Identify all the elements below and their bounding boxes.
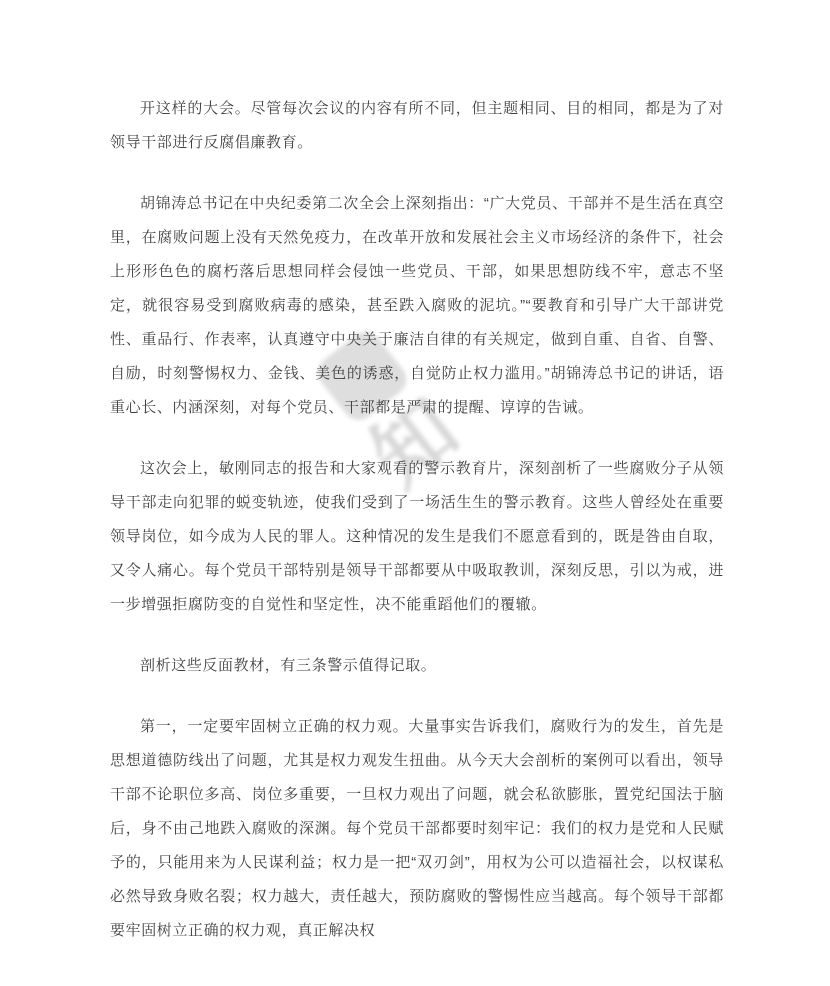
document-content bbox=[110, 92, 724, 975]
paragraph: 第一，一定要牢固树立正确的权力观。大量事实告诉我们，腐败行为的发生，首先是思想道德防线出了问题，尤其是权力观发生扭曲。从今天大会剖析的案例可以看出，领导干部不论职位多高、岗位多重要，一旦权力观出了问题，就会私欲膨胀，置党纪国法于脑后，身不由己地跌入腐败的深渊。每个党员干部都要时刻牢记：我们的权力是党和人民赋予的，只能用来为人民谋利益；权力是一把“双刃剑”，用权为公可以造福社会，以权谋私必然导致身败名裂；权力越大，责任越大，预防腐败的警惕性应当越高。每个领导干部都要牢固树立正确的权力观，真正解决权 bbox=[110, 718, 724, 939]
paragraph: 这次会上，敏刚同志的报告和大家观看的警示教育片，深刻剖析了一些腐败分子从领导干部走向犯罪的蜕变轨迹，使我们受到了一场活生生的警示教育。这些人曾经处在重要领导岗位，如今成为人民的罪人。这种情况的发生是我们不愿意看到的，既是咎由自取，又令人痛心。每个党员干部特别是领导干部都要从中吸取教训，深刻反思，引以为戒，进一步增强拒腐防变的自觉性和坚定性，决不能重蹈他们的覆辙。 bbox=[110, 460, 724, 613]
paragraph: 胡锦涛总书记在中央纪委第二次全会上深刻指出：“广大党员、干部并不是生活在真空里，在腐败问题上没有天然免疫力，在改革开放和发展社会主义市场经济的条件下，社会上形形色色的腐朽落后思想同样会侵蚀一些党员、干部，如果思想防线不牢，意志不坚定，就很容易受到腐败病毒的感染，甚至跌入腐败的泥坑。”“要教育和引导广大干部讲党性、重品行、作表率，认真遵守中央关于廉洁自律的有关规定，做到自重、自省、自警、自励，时刻警惕权力、金钱、美色的诱惑，自觉防止权力滥用。”胡锦涛总书记的讲话，语重心长、内涵深刻，对每个党员、干部都是严肃的提醒、谆谆的告诫。 bbox=[110, 195, 724, 416]
paragraph: 剖析这些反面教材，有三条警示值得记取。 bbox=[140, 657, 437, 674]
watermark-text: 知 bbox=[355, 383, 474, 503]
paragraph: 开这样的大会。尽管每次会议的内容有所不同，但主题相同、目的相同，都是为了对领导干部进行反腐倡廉教育。 bbox=[110, 100, 724, 151]
